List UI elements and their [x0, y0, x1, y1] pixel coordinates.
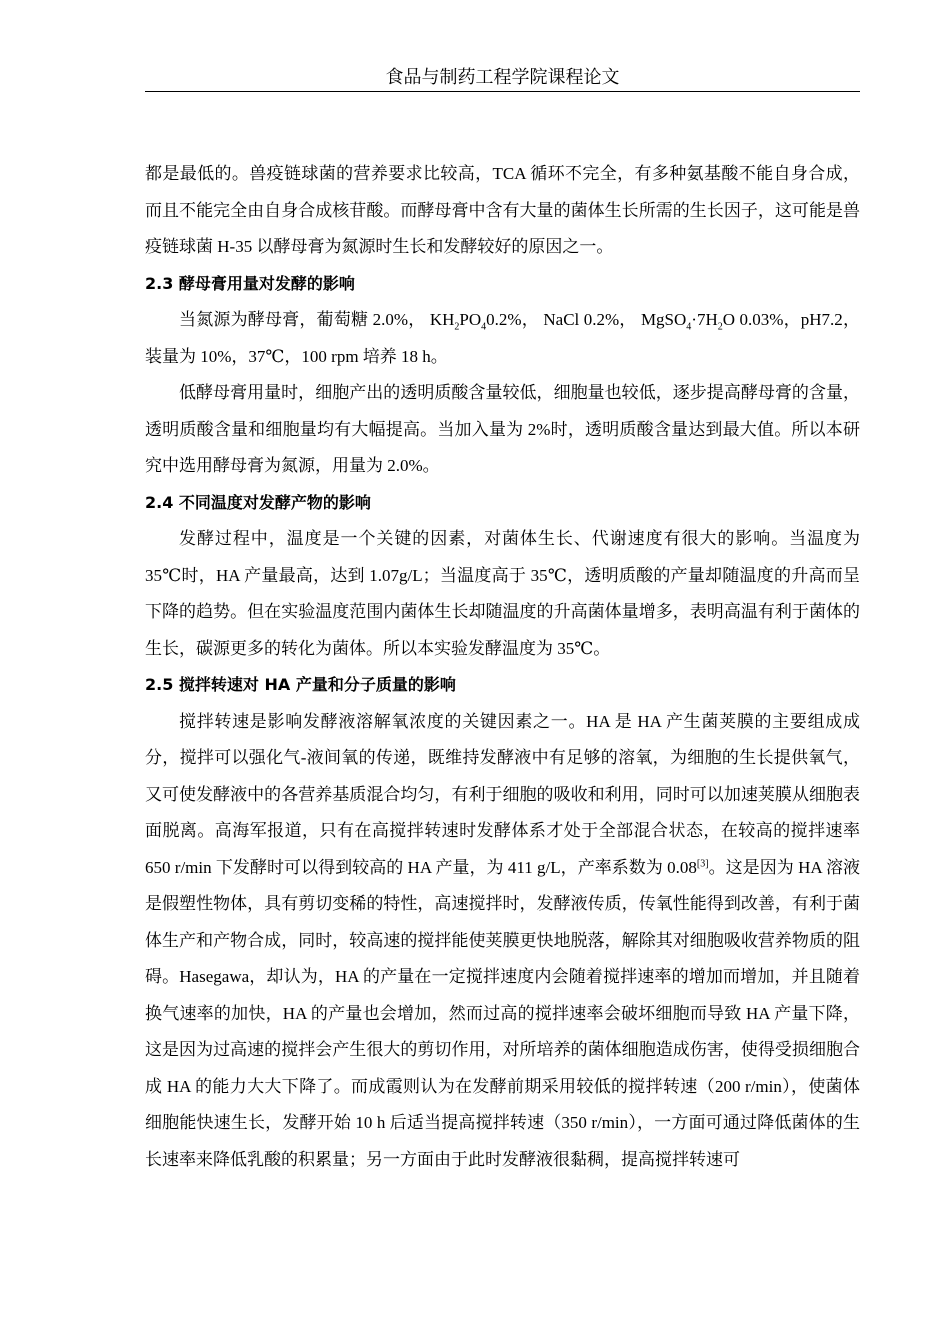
paragraph-4: 发酵过程中，温度是一个关键的因素，对菌体生长、代谢速度有很大的影响。当温度为 35℃时，HA 产量最高，达到 1.07g/L；当温度高于 35℃，透明质酸的产量却随温度的升高而呈下降的趋势。但在实验温度范围内菌体生长却随温度的升高菌体量增多，表明高温有利于菌体的生长，碳源更多的转化为菌体。所以本实验发酵温度为 35℃。 — [145, 529, 860, 658]
document-body — [145, 156, 860, 1178]
subscript: 4 — [481, 321, 487, 333]
section-heading-2-4: 2.4 不同温度对发酵产物的影响 — [145, 492, 371, 512]
paragraph-5 — [145, 704, 860, 1179]
subscript: 2 — [717, 321, 723, 333]
paragraph-2-text-d: ·7H — [691, 310, 718, 329]
paragraph-2-text-b: PO — [459, 310, 482, 329]
section-heading-2-5: 2.5 搅拌转速对 HA 产量和分子质量的影响 — [145, 675, 456, 694]
paragraph-2 — [145, 302, 860, 375]
paragraph-3: 低酵母膏用量时，细胞产出的透明质酸含量较低，细胞量也较低，逐步提高酵母膏的含量，透明质酸含量和细胞量均有大幅提高。当加入量为 2%时，透明质酸含量达到最大值。所以本研究中选用酵母膏为氮源，用量为 2.0%。 — [145, 383, 860, 475]
paragraph-5-text-a: 搅拌转速是影响发酵液溶解氧浓度的关键因素之一。HA 是 HA 产生菌荚膜的主要组成成分，搅拌可以强化气-液间氧的传递，既维持发酵液中有足够的溶氧，为细胞的生长提供氧气，又可使发酵液中的各营养基质混合均匀，有利于细胞的吸收和利用，同时可以加速荚膜从细胞表面脱离。高海军报道，只有在高搅拌转速时发酵体系才处于全部混合状态，在较高的搅拌速率 650 r/min 下发酵时可以得到较高的 HA 产量，为 411 g/L，产率系数为 0.08 — [145, 711, 860, 877]
section-heading-2-3: 2.3 酵母膏用量对发酵的影响 — [145, 273, 355, 293]
page-header-title: 食品与制药工程学院课程论文 — [385, 67, 620, 88]
paragraph-2-text-a: 当氮源为酵母膏，葡萄糖 2.0%， KH — [179, 310, 455, 329]
paragraph-2-text-c: 0.2%， NaCl 0.2%， MgSO — [486, 310, 687, 329]
paragraph-1: 都是最低的。兽疫链球菌的营养要求比较高，TCA 循环不完全，有多种氨基酸不能自身合成，而且不能完全由自身合成核苷酸。而酵母膏中含有大量的菌体生长所需的生长因子，这可能是兽疫链球菌 H-35 以酵母膏为氮源时生长和发酵较好的原因之一。 — [145, 164, 860, 256]
subscript: 4 — [686, 321, 692, 333]
citation-reference: [3] — [696, 857, 709, 869]
header-divider — [145, 91, 860, 92]
paragraph-5-text-b: 。这是因为 HA 溶液是假塑性物体，具有剪切变稀的特性，高速搅拌时，发酵液传质，传氧性能得到改善，有利于菌体生产和产物合成，同时，较高速的搅拌能使荚膜更快地脱落，解除其对细胞吸收营养物质的阻碍。Hasegawa，却认为，HA 的产量在一定搅拌速度内会随着搅拌速率的增加而增加，并且随着换气速率的加快，HA 的产量也会增加，然而过高的搅拌速率会破坏细胞而导致 HA 产量下降，这是因为过高速的搅拌会产生很大的剪切作用，对所培养的菌体细胞造成伤害，使得受损细胞合成 HA 的能力大大下降了。而成霞则认为在发酵前期采用较低的搅拌转速（200 r/min），使菌体细胞能快速生长，发酵开始 10 h 后适当提高搅拌转速（350 r/min），一方面可通过降低菌体的生长速率来降低乳酸的积累量；另一方面由于此时发酵液很黏稠，提高搅拌转速可 — [145, 857, 860, 1169]
subscript: 2 — [454, 321, 460, 333]
paragraph-2-text-e: O 0.03%，pH7.2，装量为 10%，37℃，100 rpm 培养 18 h。 — [145, 310, 860, 366]
